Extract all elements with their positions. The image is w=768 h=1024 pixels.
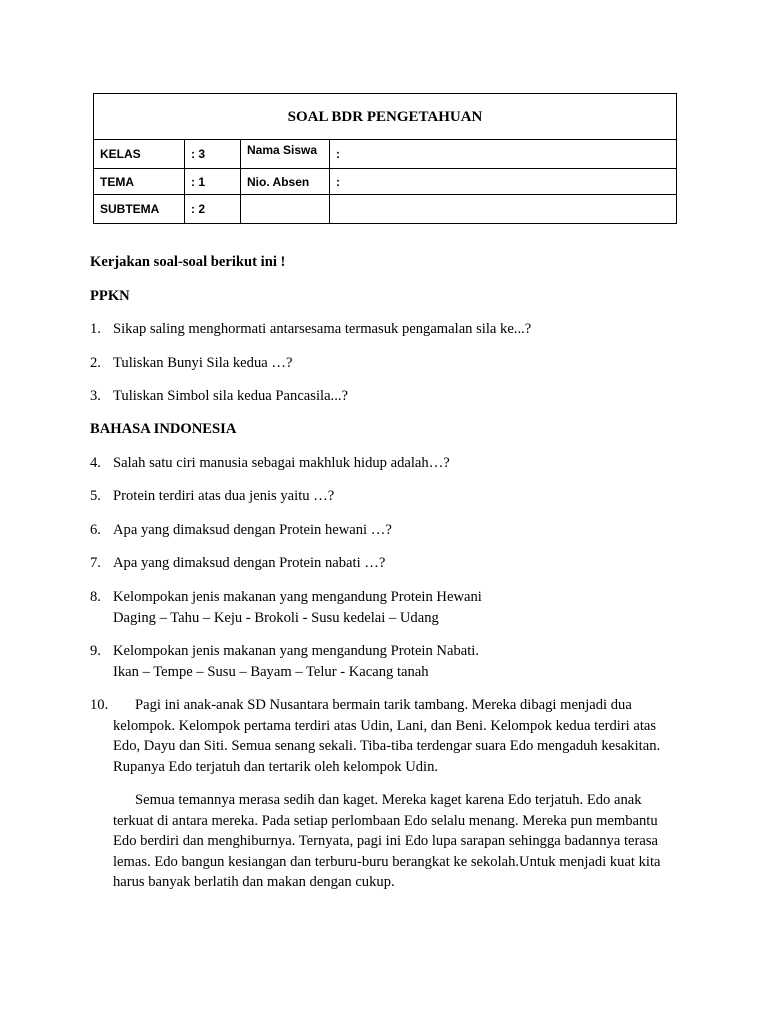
question-options: Ikan – Tempe – Susu – Bayam – Telur - Kacang tanah [113,663,429,680]
nio-absen-value: : [330,169,677,195]
header-table [93,93,677,224]
question-number: 4. [90,455,101,471]
question-number: 10. [90,697,109,713]
question-options: Daging – Tahu – Keju - Brokoli - Susu kedelai – Udang [113,609,439,626]
question-1 [90,319,680,340]
instruction: Kerjakan soal-soal berikut ini ! [90,254,286,270]
question-number: 5. [90,488,101,504]
tema-value: : 1 [185,169,241,195]
nama-siswa-label: Nama Siswa [241,140,330,169]
question-number: 7. [90,555,101,571]
question-number: 3. [90,388,101,404]
question-5 [90,486,680,507]
subtema-value: : 2 [185,195,241,224]
question-10 [90,695,680,777]
table-row [94,169,677,195]
question-8 [90,587,680,628]
question-4 [90,453,680,474]
question-number: 9. [90,643,101,659]
question-3 [90,386,680,407]
nama-siswa-value: : [330,140,677,169]
question-text: Pagi ini anak-anak SD Nusantara bermain tarik tambang. Mereka dibagi menjadi dua kelompok. Kelompok pertama terdiri atas Udin, Lani, dan Beni. Kelompok kedua terdiri atas Edo, Dayu dan Siti. Semua senang sekali. Tiba-tiba terdengar suara Edo mengaduh kesakitan. Rupanya Edo terjatuh dan tertarik oleh kelompok Udin. [113,697,661,775]
question-text: Protein terdiri atas dua jenis yaitu …? [113,488,335,504]
table-row [94,140,677,169]
question-text: Kelompokan jenis makanan yang mengandung Protein Nabati. [113,643,479,659]
question-number: 8. [90,589,101,605]
question-number: 2. [90,355,101,371]
section-ppkn: PPKN [90,288,130,304]
document-title: SOAL BDR PENGETAHUAN [94,94,677,140]
question-7 [90,553,680,574]
empty-cell [330,195,677,224]
question-text: Tuliskan Simbol sila kedua Pancasila...? [113,388,348,404]
table-row [94,195,677,224]
question-text: Apa yang dimaksud dengan Protein hewani …? [113,522,392,538]
question-text: Apa yang dimaksud dengan Protein nabati …? [113,555,386,571]
question-number: 6. [90,522,101,538]
question-text: Salah satu ciri manusia sebagai makhluk hidup adalah…? [113,455,450,471]
kelas-value: : 3 [185,140,241,169]
question-text: Kelompokan jenis makanan yang mengandung Protein Hewani [113,589,482,605]
kelas-label: KELAS [94,140,185,169]
question-6 [90,520,680,541]
story-paragraph: Semua temannya merasa sedih dan kaget. Mereka kaget karena Edo terjatuh. Edo anak terkuat di antara mereka. Pada setiap perlombaan Edo selalu menang. Mereka pun membantu Edo berdiri dan menghiburnya. Ternyata, pagi ini Edo lupa sarapan sehingga badannya terasa lemas. Edo bangun kesiangan dan terburu-buru berangkat ke sekolah.Untuk menjadi kuat kita harus banyak berlatih dan makan dengan cukup. [113,792,661,890]
tema-label: TEMA [94,169,185,195]
question-text: Sikap saling menghormati antarsesama termasuk pengamalan sila ke...? [113,321,532,337]
question-2 [90,353,680,374]
subtema-label: SUBTEMA [94,195,185,224]
section-bahasa-indonesia: BAHASA INDONESIA [90,421,237,437]
question-9 [90,641,680,682]
empty-cell [241,195,330,224]
nio-absen-label: Nio. Absen [241,169,330,195]
question-number: 1. [90,321,101,337]
question-text: Tuliskan Bunyi Sila kedua …? [113,355,293,371]
